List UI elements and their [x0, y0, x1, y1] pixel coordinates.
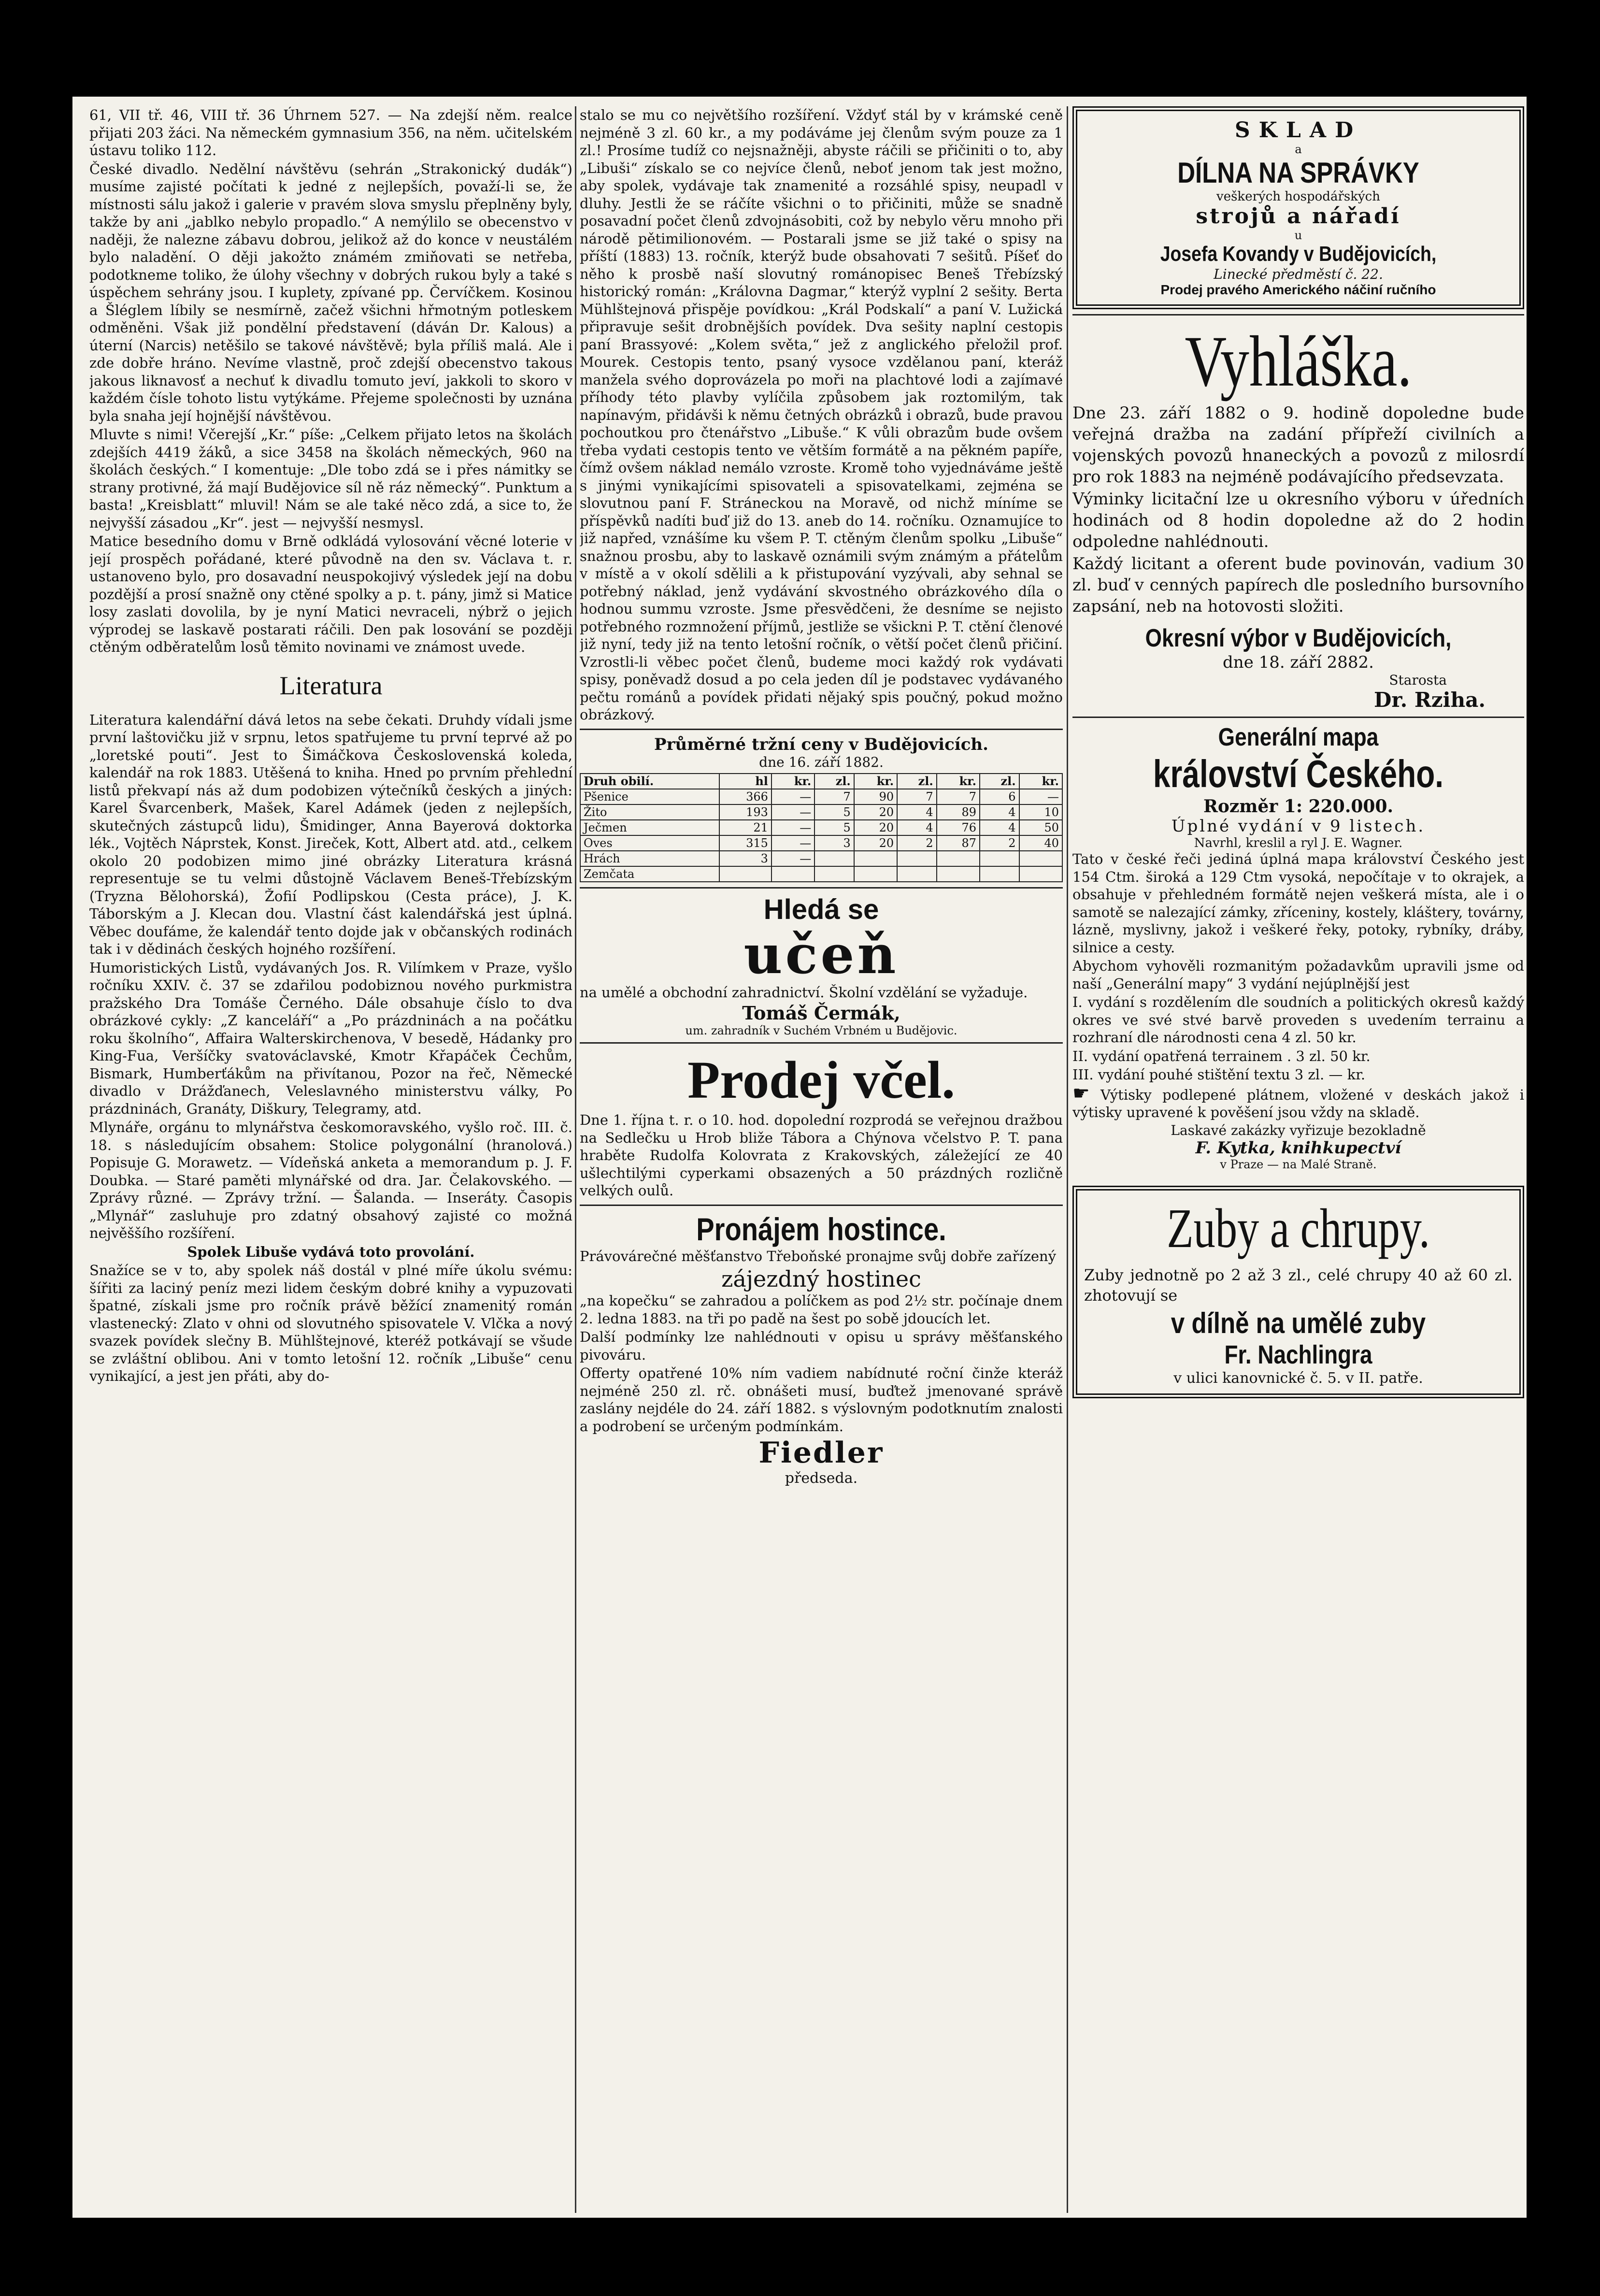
- table-row: [580, 820, 1062, 835]
- divider: [580, 729, 1063, 730]
- table-cell: [980, 866, 1019, 882]
- ad-text: Offerty opatřené 10% ním vadiem nabídnuté roční činže kteráž nejméně 250 zl. rč. obnášeti musí, buďtež jmenované správě zaslány nejdéle do 24. září 1882. s výslovným podotknutím znalosti a podrobení se určeným podmínkám.: [580, 1365, 1063, 1435]
- table-cell: 5: [814, 804, 854, 820]
- table-cell: Zemčata: [580, 866, 719, 882]
- table-cell: —: [1019, 789, 1062, 804]
- article-paragraph: Snažíce se v to, aby spolek náš dostál v plné míře úkolu svému: šířiti za laciný peníz mezi lidem českým dobré knihy a vypuzovati špatné, získali jsme pro ročník právě běžící znamenitý román vlastenecký: Zlato v ohni od slovutného spisovatele V. Vlčka a nový svazek povídek slečny B. Mühlštejnové, kteréž potkávají se všude se zvláštní oblibou. Ani v tomto letošní 12. ročník „Libuše“ cenu vynikající, a jest jen přáti, aby do-: [89, 1262, 572, 1384]
- section-title: Literatura: [279, 671, 383, 700]
- table-cell: [854, 866, 897, 882]
- article-paragraph: Literatura kalendářní dává letos na sebe čekati. Druhdy vídali jsme první laštovičku již v srpnu, letos spatřujeme tu první teprvé až po „loretské pouti“. Jest to Šimáčkova Československá koleda, kalendář na rok 1883. Utěšená to kniha. Hned po prvním přehlední listů překvapí nás až dum podobizen výtečníků českých a jiných: Karel Švarcenberk, Mašek, Karel Adámek (jeden z nejlepších, skutečných zástupců lidu), Šmidinger, Anna Bayerová doktorka lék., Vojtěch Náprstek, Konst. Jireček, Kott, Albert atd. atd., celkem okolo 20 podobizen mimo jiné obrázky Literatura krásná representuje se tu velmi důstojně Václavem Beneš-Třebízským (Tryzna Bělohorská), Žofií Podlipskou (Cesta práce), J. K. Táborským a J. Klecan dou. Vlastní část kalendářská jest úplná. Věbec doufáme, že kalendář tento dojde jak v občanských rodinách tak i v dědinách českých hojného rozšíření.: [89, 711, 572, 957]
- table-cell: 315: [719, 835, 771, 851]
- column-header: kr.: [1019, 774, 1062, 789]
- ad-text: „na kopečku“ se zahradou a políčkem as pod 2½ str. počínaje dnem 2. ledna 1883. na tři po padě na šest po sobě jdoucích let.: [580, 1292, 1063, 1327]
- pointing-hand-icon: ☛: [1072, 1082, 1090, 1105]
- ad-text: na umělé a obchodní zahradnictví. Školní vzdělání se vyžaduje.: [580, 984, 1028, 1001]
- ad-text: Abychom vyhověli rozmanitým požadavkům upravili jsme od naší „Generální mapy“ 3 vydání nejúplnější jest: [1072, 958, 1524, 992]
- table-cell: —: [771, 835, 814, 851]
- divider: [580, 1205, 1063, 1206]
- article-paragraph: České divadlo. Nedělní návštěvu (sehrán „Strakonický dudák“) musíme zajisté počítati k jedné z nejlepších, považí-li se, že místnosti sálu jakož i galerie v pravém slova smyslu přeplněny byly, takže by ani „jablko nebylo propadlo.“ A nemýlilo se obecenstvo v naději, že nalezne zábavu dobrou, jelikož až do konce v neustálém bylo naladění. O ději jakožto známém zmiňovati se netřeba, podotkneme toliko, že úlohy všechny v dobrých rukou byly a také s úspěchem sehrány jsou. I kuplety, zpívané pp. Červíčkem. Kosinou a Šléglem líbily se nesmírně, začež všichni hřmotným potleskem odměněni. Však již pondělní představení (dáván Dr. Kalous) a úterní (Narcis) netěšilo se takové návštěvě; byla příliš malá. Ale i zde dobře hráno. Nevíme vlastně, proč zdejší obecenstvo takous jakous liknavosť a nechuť k divadlu tomuto jeví, jakkoli to skoro v každém čísle tohoto listu vytýkáme. Přejeme společnosti by uznána byla snaha její hojnější návštěvou.: [89, 160, 572, 424]
- table-cell: 21: [719, 820, 771, 835]
- ad-text: [1072, 1082, 1524, 1121]
- ad-text-inline: Výtisky podlepené plátnem, vložené v deskách jakož i výtisky upravené k pověšení jsou vždy na skladě.: [1072, 1086, 1524, 1120]
- ad-heading: Fr. Nachlingra: [1224, 1340, 1372, 1369]
- newspaper-page: [72, 97, 1527, 2218]
- ad-text: Laskavé zakázky vyřizuje bezokladně: [1171, 1122, 1426, 1138]
- table-cell: Ječmen: [580, 820, 719, 835]
- table-cell: 4: [897, 820, 937, 835]
- table-cell: 50: [1019, 820, 1062, 835]
- ad-text: III. vydání pouhé stištění textu 3 zl. — kr.: [1072, 1066, 1366, 1083]
- table-cell: [897, 866, 937, 882]
- table-cell: —: [771, 820, 814, 835]
- notice-text: Výminky licitační lze u okresního výboru v úředních hodinách od 8 hodin dopoledne až do 2 hodin odpoledne nahlédnouti.: [1072, 489, 1524, 551]
- ad-heading: Josefa Kovandy v Budějovicích,: [1160, 242, 1437, 266]
- column-header: zl.: [897, 774, 937, 789]
- ad-signature: Tomáš Čermák,: [742, 1002, 900, 1024]
- table-cell: [980, 851, 1019, 866]
- ad-text: Právovárečné měšťanstvo Třeboňské pronajme svůj dobře zařízený: [580, 1248, 1057, 1264]
- divider: [1072, 314, 1524, 316]
- table-cell: 3: [719, 851, 771, 866]
- market-date: dne 16. září 1882.: [759, 754, 884, 770]
- market-title: Průměrné tržní ceny v Budějovicích.: [654, 734, 988, 754]
- table-row: [580, 804, 1062, 820]
- table-cell: 90: [854, 789, 897, 804]
- table-header-row: [580, 774, 1062, 789]
- ad-subheading: Rozměr 1: 220.000.: [1203, 796, 1394, 817]
- column-header: kr.: [854, 774, 897, 789]
- article-paragraph: Humoristických Listů, vydávaných Jos. R. Vilímkem v Praze, vyšlo ročníku XXIV. č. 37 se zdařilou podobiznou nového purkmistra pražského Dra Tomáše Černého. Dále obsahuje číslo to dva obrázkové cykly: „Z kanceláří“ a „Po prázdninách a na počátku roku školního“, Affaira Walterskirchenova, V besedě, Hádanky pro King-Fua, Veršíčky svatováclavské, Kmotr Křapáček Čechům, Bismark, Humberťákům na přivítanou, Pozor na řeč, Německé divadlo v Drážďanech, Veleslavného ministerstvu války, Po prázdninách, Granáty, Diškury, Telegramy, atd.: [89, 959, 572, 1117]
- divider: [580, 887, 1063, 889]
- table-cell: —: [771, 789, 814, 804]
- table-cell: 4: [897, 804, 937, 820]
- ad-text: I. vydání s rozdělením dle soudních a politických okresů každý okres ve své stvé barvě proveden s uvedením terrainu a rozhraní dle národnosti cena 4 zl. 50 kr.: [1072, 994, 1524, 1046]
- ad-subtext: předseda.: [785, 1470, 858, 1487]
- table-cell: [814, 866, 854, 882]
- table-cell: Žito: [580, 804, 719, 820]
- article-paragraph: Mlynáře, orgánu to mlynářstva českomoravského, vyšlo roč. III. č. 18. s následujícím obsahem: Stolice polygonální (hranolová.) Popisuje G. Morawetz. — Vídeňská anketa a memorandum p. J. F. Doubka. — Staré paměti mlynářské od dra. Jar. Čelakovského. — Zprávy různé. — Zprávy tržní. — Šalanda. — Inseráty. Časopis „Mlynář“ zasluhuje pro zdatný obsahový zajisté co možná nejvěššího rozšíření.: [89, 1119, 572, 1241]
- ad-sklad: [1072, 106, 1524, 309]
- ad-heading: SKLAD: [1234, 118, 1362, 143]
- table-cell: 7: [897, 789, 937, 804]
- table-row: [580, 851, 1062, 866]
- ad-subtext: v Praze — na Malé Straně.: [1220, 1157, 1377, 1171]
- table-cell: [937, 851, 980, 866]
- table-cell: 87: [937, 835, 980, 851]
- table-cell: —: [771, 851, 814, 866]
- table-cell: 4: [980, 804, 1019, 820]
- divider: [1072, 717, 1524, 718]
- ad-heading: DÍLNA NA SPRÁVKY: [1177, 157, 1419, 189]
- ad-text: Linecké předměstí č. 22.: [1214, 266, 1383, 282]
- article-paragraph: stalo se mu co největšího rozšíření. Vždyť stál by v krámské ceně nejméně 3 zl. 60 kr., a my podáváme jej členům svým pouze za 1 zl.! Prosíme tudíž co nejsnažněji, abyste ráčili se přičiniti o to, aby „Libuši“ získalo se co nejvíce členů, neboť jenom tak jest možno, aby spolek, vydávaje tak znamenité a rozsáhlé spisy, neupadl v dluhy. Jestli že se ráčíte všichni o to přičiniti, může se snadně posavadní počet členů zdvojnásobiti, což by nebylo věru mnoho při národě pětimilionovém. — Postarali jsme se již také o spisy na příští (1883) 13. ročník, kterýž bude obsahovati 7 sešitů. Píšeť do něho k prosbě naší slovutný románopisec Beneš Třebízský historický román: „Královna Dagmar,“ kterýž vyplní 2 sešity. Berta Mühlštejnová přispěje povídkou: „Král Podskalí“ a paní V. Lužická připravuje sešit drobnějších povídek. Dva sešity naplní cestopis paní Brassyové: „Kolem světa,“ jež z anglického přeložil prof. Mourek. Cestopis tento, psaný vysoce vzdělanou paní, kteráž manžela svého doprovázela po moři na plachtové lodi a zajímavé příhody této plavby vylíčila způsobem jak roztomilým, tak napínavým, přidávši k němu četných obrázků i obrazů, bude pravou pochoutkou pro čtenářstvo „Libuše.“ K vůli obrazům bude ovšem třeba vydati cestopis tento ve větším formátě a na pěkném papíře, čímž ovšem náklad nemálo vzroste. Kromě toho vyjednáváme ještě s jinými vynikajícími spisovateli a spisovatelkami, zejména se slovutnou paní F. Stráneckou na Moravě, od nichž míníme se příspěvků nadíti buď již do 13. aneb do 14. ročníku. Oznamujíce to již napřed, vznášíme ku všem P. T. ctěným členům spolku „Libuše“ snažnou prosbu, aby to laskavě oznámili svým známým a přátelům v místě a v okolí sdělili a k přistupování vyzývali, aby sehnal se potřebný náklad, jenž vydávání skvostného obrázkového díla o hodnou summu vzroste. Jsme přesvědčeni, že desníme se nejisto potřebného rozmnožení příjmů, jestliže se všickni P. T. ctění členové již nyní, tedy již na tento letošní ročník, o větší počet členů přičiní. Vzrostli-li věbec počet členů, budeme moci každý rok vydávati spisy, poněvadž dosud a po cela jeden díl je podstavec vydávaného pečtu románů a povídek přidati nějaký spis poučný, pokud možno obrázkový.: [580, 107, 1063, 723]
- article-paragraph: 61, VII tř. 46, VIII tř. 36 Úhrnem 527. — Na zdejší něm. realce přijati 203 žáci. Na německém gymnasium 356, na něm. učitelském ústavu toliko 112.: [89, 107, 572, 158]
- table-cell: [897, 851, 937, 866]
- table-cell: 4: [980, 820, 1019, 835]
- table-cell: [937, 866, 980, 882]
- table-cell: [814, 851, 854, 866]
- table-cell: [1019, 866, 1062, 882]
- table-cell: [771, 866, 814, 882]
- article-paragraph: Matice besedního domu v Brně odkládá vylosování věcné loterie v její prospěch pořádané, které původně na den sv. Václava t. r. ustanoveno bylo, pro dosavadní neuspokojivý výsledek její na dobu pozdější a prosí snažně ony ctěné spolky a p. t. pány, jimž si Matice losy zaslati dovolila, by je nyní Matici nevraceli, nýbrž o jejich výprodej se laskavě postarati ráčili. Den pak losování se později ctěným odběratelům losů těmito novinami ve známost uvede.: [89, 533, 572, 655]
- ad-subheading: zájezdný hostinec: [721, 1266, 921, 1292]
- notice-title: Vyhláška.: [1185, 321, 1412, 402]
- ad-text: Další podmínky lze nahlédnouti v opisu u správy měšťanského pivováru.: [580, 1329, 1063, 1363]
- column-2: [580, 106, 1063, 1487]
- table-cell: 2: [897, 835, 937, 851]
- table-cell: 193: [719, 804, 771, 820]
- ad-heading: učeň: [743, 923, 899, 986]
- column-header: Druh obilí.: [580, 774, 719, 789]
- ad-heading: v dílně na umělé zuby: [1171, 1306, 1426, 1339]
- article-paragraph: Spolek Libuše vydává toto provolání.: [187, 1243, 475, 1260]
- ad-text: Dne 1. října t. r. o 10. hod. dopolední rozprodá se veřejnou dražbou na Sedlečku u Hrob bliže Tábora a Chýnova včelstvo P. T. pana hraběte Rudolfa Kolovrata z Krakovských, záležející ze 40 ušlechtilými cyperkami obsazených a 50 prázdných rozličně velkých oulů.: [580, 1112, 1063, 1199]
- column-header: kr.: [771, 774, 814, 789]
- table-cell: [1019, 851, 1062, 866]
- ad-text: Navrhl, kreslil a ryl J. E. Wagner.: [1194, 836, 1403, 850]
- ad-heading: království Českého.: [1153, 752, 1444, 795]
- table-cell: 366: [719, 789, 771, 804]
- ad-heading: Zuby a chrupy.: [1167, 1197, 1430, 1260]
- column-header: kr.: [937, 774, 980, 789]
- notice-role: Starosta: [1389, 672, 1447, 688]
- table-cell: 3: [814, 835, 854, 851]
- table-cell: Hrách: [580, 851, 719, 866]
- ad-heading: Generální mapa: [1218, 723, 1379, 751]
- ad-heading: Pronájem hostince.: [696, 1211, 946, 1247]
- ad-text: II. vydání opatřená terrainem . 3 zl. 50 kr.: [1072, 1048, 1371, 1064]
- article-paragraph: Mluvte s nimi! Včerejší „Kr.“ píše: „Celkem přijato letos na školách zdejších 4419 žáků, a sice 3458 na školách německých, 960 na školách českých.“ I komentuje: „Dle tobo zdá se i přes námitky se strany protivné, žá mají Budějovice síl ně ráz německý“. Punktum a basta! „Kreisblatt“ mluvil! Nám se ale také něco zdá, a sice to, že nejvyšší zásadou „Kr“. jest — nejvyšší nesmysl.: [89, 426, 572, 531]
- table-cell: —: [771, 804, 814, 820]
- ad-subheading: Úplné vydání v 9 listech.: [1171, 817, 1426, 836]
- ad-text: Zuby jednotně po 2 až 3 zl., celé chrupy 40 až 60 zl. zhotovují se: [1084, 1265, 1513, 1305]
- ad-signature: Fiedler: [758, 1436, 884, 1470]
- ad-text: v ulici kanovnické č. 5. v II. patře.: [1173, 1369, 1423, 1387]
- divider: [580, 1042, 1063, 1044]
- ad-text: a: [1295, 143, 1302, 156]
- table-cell: [719, 866, 771, 882]
- table-cell: [854, 851, 897, 866]
- column-header: hl: [719, 774, 771, 789]
- table-cell: 2: [980, 835, 1019, 851]
- table-row: [580, 835, 1062, 851]
- column-rule: [1067, 106, 1068, 2213]
- column-header: zl.: [814, 774, 854, 789]
- column-3: [1072, 106, 1524, 1398]
- table-cell: Pšenice: [580, 789, 719, 804]
- ad-heading: strojů a nářadí: [1196, 204, 1401, 229]
- ad-heading: Prodej včel.: [687, 1050, 955, 1109]
- table-cell: 40: [1019, 835, 1062, 851]
- table-row: [580, 866, 1062, 882]
- table-cell: 7: [814, 789, 854, 804]
- notice-org: Okresní výbor v Budějovicích,: [1145, 624, 1452, 652]
- table-cell: 20: [854, 820, 897, 835]
- table-cell: 76: [937, 820, 980, 835]
- ad-text: veškerých hospodářských: [1216, 189, 1380, 204]
- ad-heading: Hledá se: [763, 893, 879, 925]
- ad-text: Prodej pravého Amerického náčiní ručního: [1160, 282, 1436, 297]
- ad-text: u: [1294, 229, 1302, 242]
- table-cell: 5: [814, 820, 854, 835]
- notice-text: Dne 23. září 1882 o 9. hodině dopoledne bude veřejná dražba na zadání přípřeží civilních a vojenských povozů hnaneckých a povozů z milosrdí pro rok 1883 na nejméně podávajícího předsevzata.: [1072, 403, 1524, 487]
- ad-text: Tato v české řeči jediná úplná mapa království Českého jest 154 Ctm. široká a 129 Ctm vysoká, nepočítaje v to okrajek, a obsahuje v přehledném formátě nejen veškerá místa, ale i o samotě se nalezající zámky, zříceniny, kostely, kláštery, továrny, lázně, myslivny, jakož i veškeré řeky, potoky, rybníky, dráby, silnice a cesty.: [1072, 851, 1524, 956]
- table-cell: 6: [980, 789, 1019, 804]
- table-cell: 7: [937, 789, 980, 804]
- notice-date: dne 18. září 2882.: [1223, 653, 1374, 672]
- column-1: [89, 106, 572, 1386]
- column-header: zl.: [980, 774, 1019, 789]
- ad-zuby: [1072, 1186, 1524, 1398]
- market-price-table: [580, 773, 1063, 882]
- table-cell: 20: [854, 835, 897, 851]
- column-rule: [575, 106, 576, 2213]
- table-cell: 89: [937, 804, 980, 820]
- table-cell: 20: [854, 804, 897, 820]
- notice-signature: Dr. Rziha.: [1373, 688, 1486, 712]
- notice-text: Každý licitant a oferent bude povinován, vadium 30 zl. buď v cenných papírech dle posledního bursovního zapsání, neb na hotovosti složiti.: [1072, 554, 1524, 616]
- ad-signature: F. Kytka, knihkupectví: [1195, 1138, 1401, 1158]
- table-cell: Oves: [580, 835, 719, 851]
- ad-subtext: um. zahradník v Suchém Vrbném u Budějovic.: [685, 1024, 957, 1037]
- table-row: [580, 789, 1062, 804]
- table-cell: 10: [1019, 804, 1062, 820]
